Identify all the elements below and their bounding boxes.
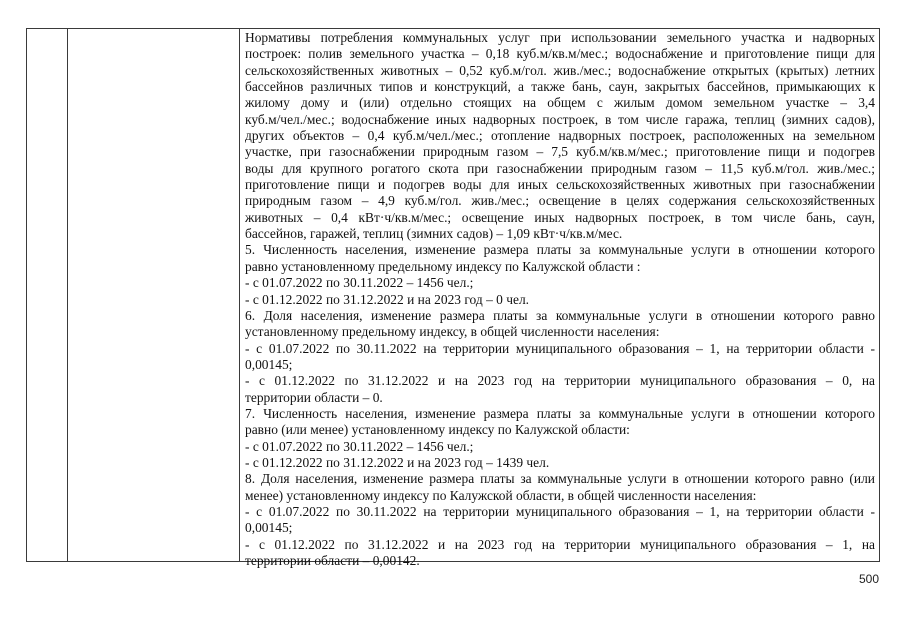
text-line: - с 01.07.2022 по 30.11.2022 на территории муниципального образования – 1, на территории области - [245, 340, 875, 356]
label-cell [68, 29, 239, 561]
text-line: 5. Численность населения, изменение размера платы за коммунальные услуги в отношении которого [245, 242, 875, 258]
text-line: жилому дому и (или) отдельно стоящих на общем с жилым домом земельном участке – 3,4 [245, 95, 875, 111]
text-line: построек: полив земельного участка – 0,18 куб.м/кв.м/мес.; водоснабжение и приготовление пищи для [245, 46, 875, 62]
text-line: бассейнов различных типов и конструкций, а также бань, саун, закрытых бассейнов, примыкающих к [245, 79, 875, 95]
text-line: 7. Численность населения, изменение размера платы за коммунальные услуги в отношении которого [245, 405, 875, 421]
text-line: 0,00145; [245, 356, 293, 372]
text-line: природным газом – 4,9 куб.м/гол. жив./мес.; освещение в целях содержания сельскохозяйственных [245, 193, 875, 209]
column-divider-2 [239, 28, 240, 562]
text-line: территории области – 0,00142. [245, 553, 420, 568]
text-line: - с 01.12.2022 по 31.12.2022 и на 2023 год на территории муниципального образования – 0, на [245, 373, 875, 389]
text-line: - с 01.12.2022 по 31.12.2022 и на 2023 год на территории муниципального образования – 1, на [245, 536, 875, 552]
text-line: воды для крупного рогатого скота при газоснабжении природным газом – 11,5 куб.м/гол. жив./мес.; [245, 160, 875, 176]
number-cell [27, 29, 67, 561]
text-line: установленному предельному индексу, в общей численности населения: [245, 324, 660, 340]
text-line: 6. Доля населения, изменение размера платы за коммунальные услуги в отношении которого равно [245, 307, 875, 323]
text-line: - с 01.07.2022 по 30.11.2022 на территории муниципального образования – 1, на территории области - [245, 503, 875, 519]
text-line: территории области – 0. [245, 389, 383, 405]
text-line: других объектов – 0,4 куб.м/чел./мес.; отопление надворных построек, расположенных на земельном [245, 128, 875, 144]
text-line: - с 01.07.2022 по 30.11.2022 – 1456 чел.; [245, 275, 474, 291]
page-number: 500 [858, 572, 879, 586]
text-line: 8. Доля населения, изменение размера платы за коммунальные услуги в отношении которого равно (или [245, 471, 875, 487]
text-line: равно (или менее) установленному индексу по Калужской области: [245, 422, 630, 438]
text-line: - с 01.12.2022 по 31.12.2022 и на 2023 год – 0 чел. [245, 291, 530, 307]
text-line: сельскохозяйственных животных – 0,52 куб.м/гол. жив./мес.; водоснабжение открытых (крытых) летних [245, 62, 875, 78]
text-line: куб.м/чел./мес.; водоснабжение иных надворных построек, в том числе гаража, теплиц (зимних садов), [245, 111, 875, 127]
text-line: 0,00145; [245, 520, 293, 536]
text-line: животных – 0,4 кВт·ч/кв.м/мес.; освещение иных надворных построек, в том числе бань, саун, [245, 209, 875, 225]
text-line: менее) установленному индексу по Калужской области, в общей численности населения: [245, 487, 757, 503]
text-line: бассейнов, гаражей, теплиц (зимних садов) – 1,09 кВт·ч/кв.м/мес. [245, 226, 623, 242]
text-line: приготовление пищи и подогрев воды для иных сельскохозяйственных животных при газоснабжении [245, 177, 875, 193]
text-line: - с 01.07.2022 по 30.11.2022 – 1456 чел.; [245, 438, 474, 454]
text-line: Нормативы потребления коммунальных услуг при использовании земельного участка и надворных [245, 30, 875, 45]
content-text [245, 30, 875, 569]
text-line: равно установленному предельному индексу по Калужской области : [245, 258, 641, 274]
text-line: участке, при газоснабжении природным газом – 7,5 куб.м/кв.м/мес.; приготовление пищи и подогрев [245, 144, 875, 160]
table-border-right [879, 28, 880, 562]
text-line: - с 01.12.2022 по 31.12.2022 и на 2023 год – 1439 чел. [245, 454, 550, 470]
content-cell [245, 30, 875, 568]
